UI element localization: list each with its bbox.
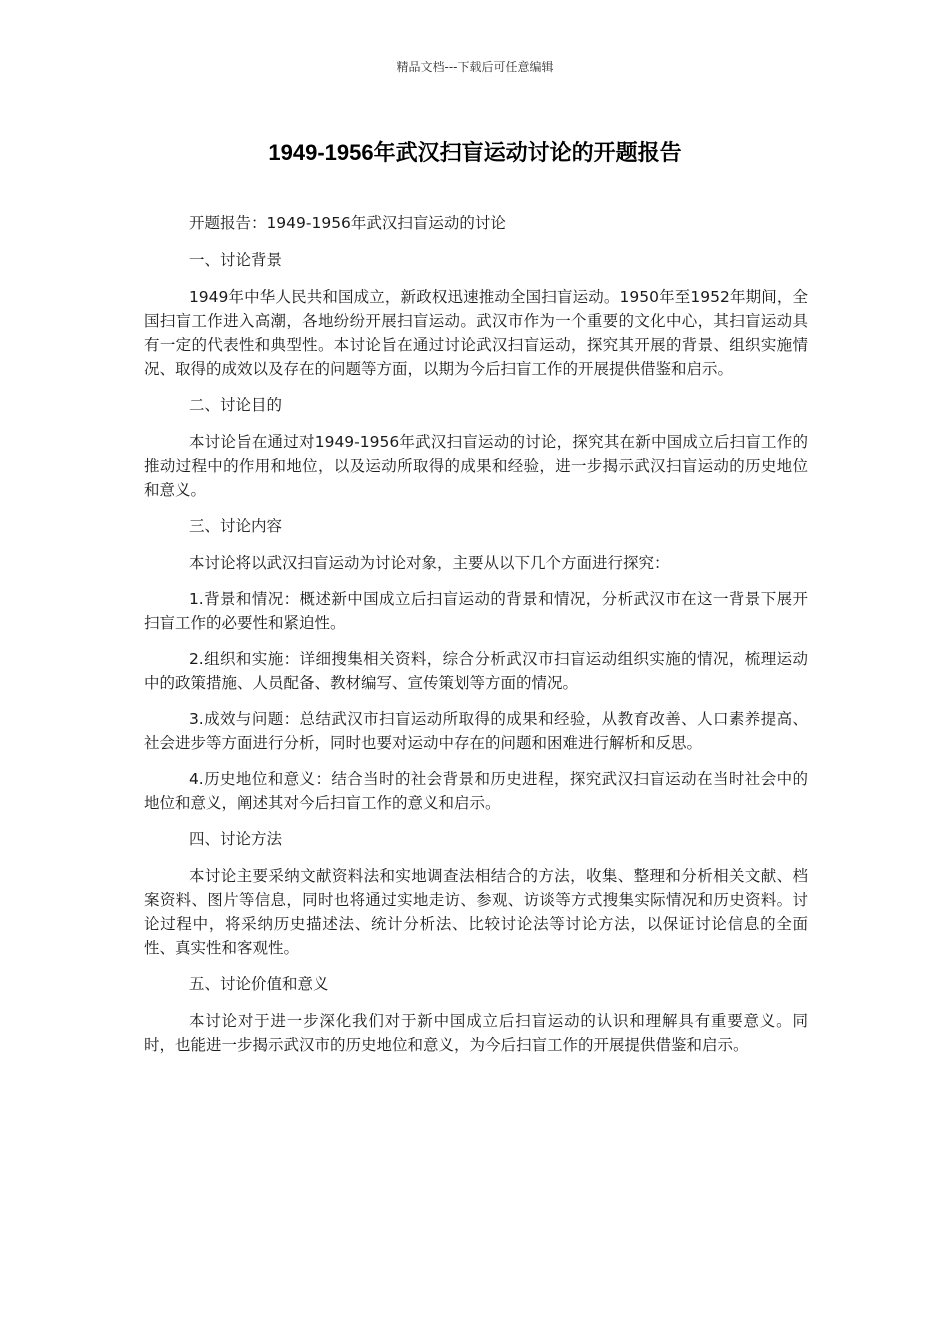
- document-title: 1949-1956年武汉扫盲运动讨论的开题报告: [268, 140, 682, 165]
- section-heading-purpose: 二、讨论目的: [188, 396, 282, 414]
- section-heading-content: 三、讨论内容: [188, 517, 282, 535]
- section-heading-method: 四、讨论方法: [188, 830, 282, 848]
- section-heading-value: 五、讨论价值和意义: [188, 975, 329, 993]
- paragraph-content-intro: 本讨论将以武汉扫盲运动为讨论对象，主要从以下几个方面进行探究：: [188, 554, 670, 572]
- list-item-3: 3.成效与问题：总结武汉市扫盲运动所取得的成果和经验，从教育改善、人口素养提高、社会进步等方面进行分析，同时也要对运动中存在的问题和困难进行解析和反思。: [144, 710, 808, 752]
- paragraph-method: 本讨论主要采纳文献资料法和实地调查法相结合的方法，收集、整理和分析相关文献、档案资料、图片等信息，同时也将通过实地走访、参观、访谈等方式搜集实际情况和历史资料。讨论过程中，将采纳历史描述法、统计分析法、比较讨论法等讨论方法，以保证讨论信息的全面性、真实性和客观性。: [144, 867, 808, 957]
- paragraph-background: 1949年中华人民共和国成立，新政权迅速推动全国扫盲运动。1950年至1952年期间，全国扫盲工作进入高潮，各地纷纷开展扫盲运动。武汉市作为一个重要的文化中心，其扫盲运动具有一定的代表性和典型性。本讨论旨在通过讨论武汉扫盲运动，探究其开展的背景、组织实施情况、取得的成效以及存在的问题等方面，以期为今后扫盲工作的开展提供借鉴和启示。: [144, 288, 808, 378]
- paragraph-value: 本讨论对于进一步深化我们对于新中国成立后扫盲运动的认识和理解具有重要意义。同时，也能进一步揭示武汉市的历史地位和意义，为今后扫盲工作的开展提供借鉴和启示。: [144, 1012, 808, 1054]
- header-note: 精品文档---下载后可任意编辑: [396, 60, 554, 74]
- list-item-2: 2.组织和实施：详细搜集相关资料，综合分析武汉市扫盲运动组织实施的情况，梳理运动中的政策措施、人员配备、教材编写、宣传策划等方面的情况。: [144, 650, 808, 692]
- list-item-1: 1.背景和情况：概述新中国成立后扫盲运动的背景和情况，分析武汉市在这一背景下展开扫盲工作的必要性和紧迫性。: [144, 590, 808, 632]
- report-subtitle: 开题报告：1949-1956年武汉扫盲运动的讨论: [188, 214, 506, 232]
- document-body: [144, 211, 808, 1069]
- paragraph-purpose: 本讨论旨在通过对1949-1956年武汉扫盲运动的讨论，探究其在新中国成立后扫盲工作的推动过程中的作用和地位，以及运动所取得的成果和经验，进一步揭示武汉扫盲运动的历史地位和意义。: [144, 433, 808, 499]
- list-item-4: 4.历史地位和意义：结合当时的社会背景和历史进程，探究武汉扫盲运动在当时社会中的地位和意义，阐述其对今后扫盲工作的意义和启示。: [144, 770, 808, 812]
- section-heading-background: 一、讨论背景: [188, 251, 282, 269]
